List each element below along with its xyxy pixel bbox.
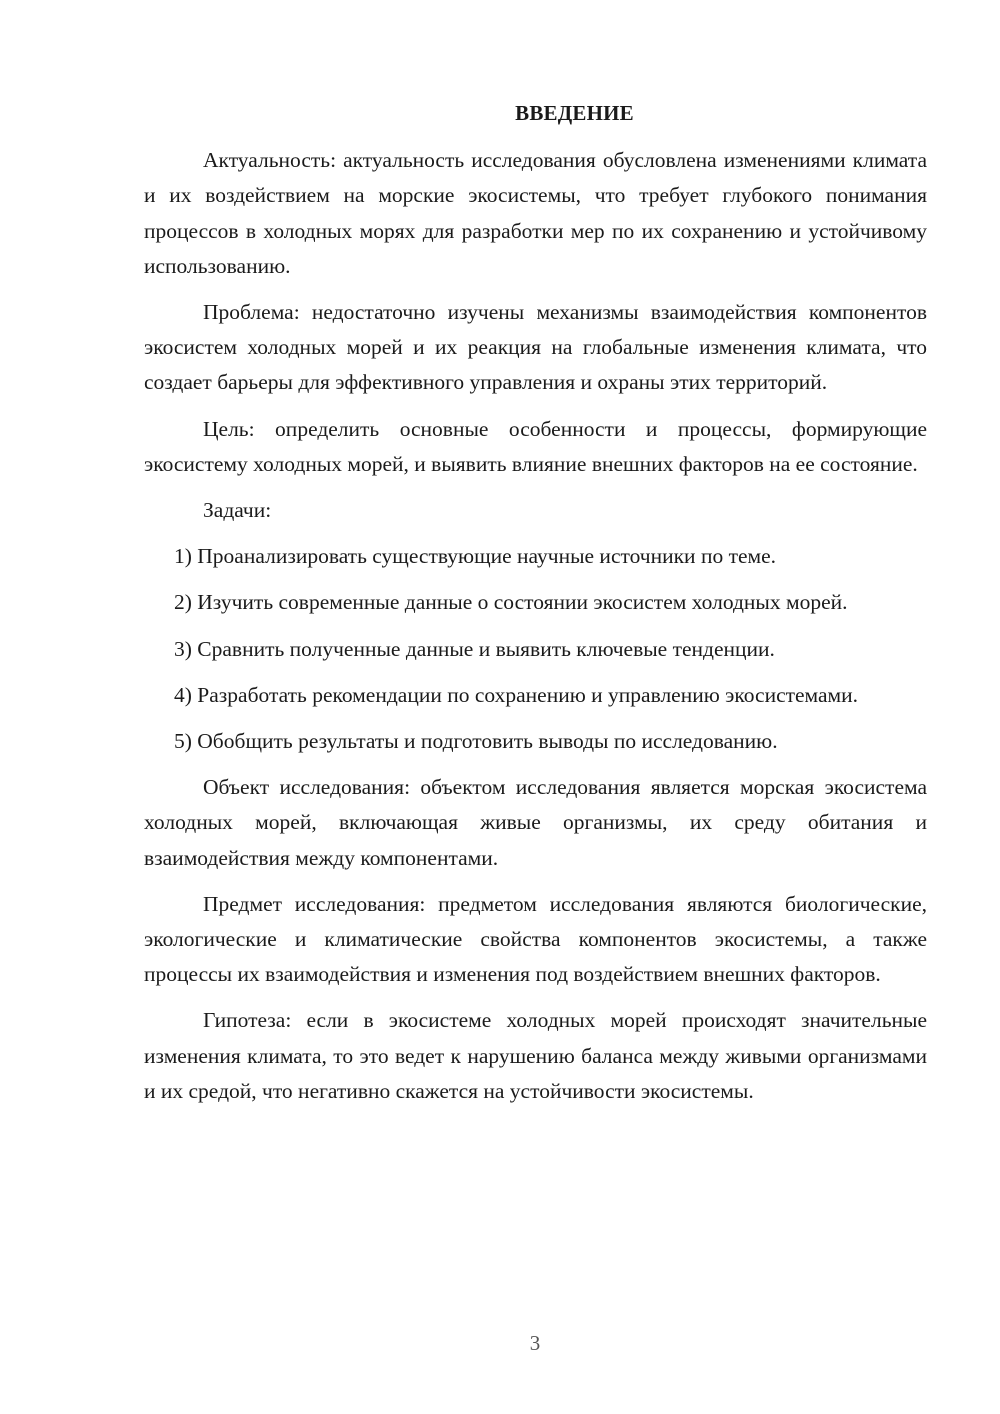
paragraph-subject: Предмет исследования: предметом исследования являются биологические, экологические и климатические свойства компонентов экосистемы, а также процессы их взаимодействия и изменения под воздействием внешних факторов. [144, 891, 927, 987]
task-item-2: 2) Изучить современные данные о состоянии экосистем холодных морей. [174, 590, 848, 615]
paragraph-problem: Проблема: недостаточно изучены механизмы взаимодействия компонентов экосистем холодных морей и их реакция на глобальные изменения климата, что создает барьеры для эффективного управления и охраны этих территорий. [144, 300, 927, 395]
page-title: ВВЕДЕНИЕ [515, 101, 634, 125]
task-item-1: 1) Проанализировать существующие научные источники по теме. [174, 544, 777, 569]
task-item-3: 3) Сравнить полученные данные и выявить ключевые тенденции. [174, 636, 775, 661]
paragraph-tasks-heading: Задачи: [203, 498, 272, 523]
page-content [144, 96, 927, 1120]
paragraph-goal: Цель: определить основные особенности и процессы, формирующие экосистему холодных морей, и выявить влияние внешних факторов на ее состояние. [144, 416, 927, 476]
paragraph-object: Объект исследования: объектом исследования является морская экосистема холодных морей, включающая живые организмы, их среду обитания и взаимодействия между компонентами. [144, 775, 927, 870]
page-number: 3 [529, 1331, 541, 1355]
paragraph-relevance: Актуальность: актуальность исследования обусловлена изменениями климата и их воздействием на морские экосистемы, что требует глубокого понимания процессов в холодных морях для разработки мер по их сохранению и устойчивому использованию. [144, 148, 927, 278]
paragraph-hypothesis: Гипотеза: если в экосистеме холодных морей происходят значительные изменения климата, то это ведет к нарушению баланса между живыми организмами и их средой, что негативно скажется на устойчивости экосистемы. [144, 1008, 927, 1103]
task-item-4: 4) Разработать рекомендации по сохранению и управлению экосистемами. [174, 682, 859, 707]
task-item-5: 5) Обобщить результаты и подготовить выводы по исследованию. [174, 729, 778, 754]
